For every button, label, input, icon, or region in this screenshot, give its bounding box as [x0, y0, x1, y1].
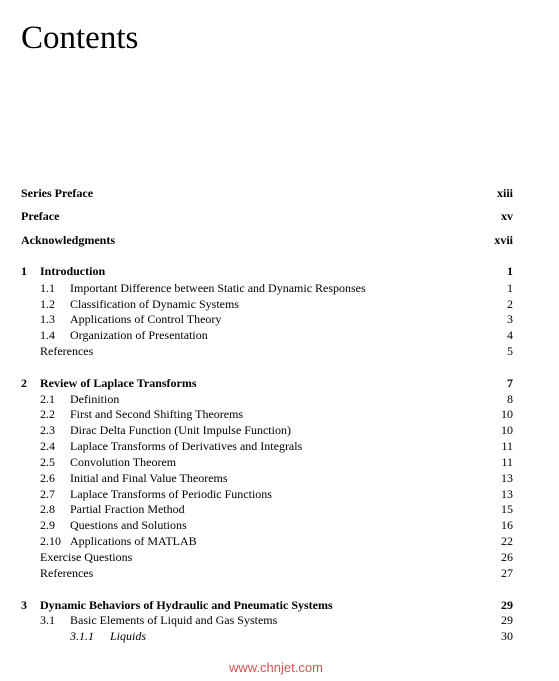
section-number: 1.4 [40, 328, 55, 342]
section-label: First and Second Shifting Theorems [70, 407, 244, 421]
section-number: 2.9 [40, 518, 55, 532]
toc-page: 1 [507, 264, 513, 278]
toc-page: 30 [501, 629, 513, 643]
chapter-title: Dynamic Behaviors of Hydraulic and Pneumatic Systems [40, 598, 333, 612]
section-label: Laplace Transforms of Derivatives and Integrals [70, 439, 303, 453]
toc-page: 16 [501, 518, 513, 532]
toc-entry-2-4[interactable] [0, 438, 559, 454]
section-label: References [40, 566, 94, 580]
toc-page: 13 [501, 471, 513, 485]
section-number: 2.2 [40, 407, 55, 421]
section-label: Definition [70, 392, 120, 406]
toc-page: xv [501, 209, 513, 223]
section-number: 3.1 [40, 613, 55, 627]
toc-label: Series Preface [21, 186, 94, 200]
toc-entry-2-10[interactable] [0, 533, 559, 549]
section-number: 2.1 [40, 392, 55, 406]
toc-entry-1-1[interactable] [0, 280, 559, 296]
toc-entry-2-6[interactable] [0, 470, 559, 486]
section-label: Questions and Solutions [70, 518, 187, 532]
section-label: Laplace Transforms of Periodic Functions [70, 487, 272, 501]
toc-entry-2-7[interactable] [0, 486, 559, 502]
section-number: 2.8 [40, 502, 55, 516]
section-number: 1.2 [40, 297, 55, 311]
section-label: References [40, 344, 94, 358]
toc-page: 27 [501, 566, 513, 580]
section-number: 2.5 [40, 455, 55, 469]
toc-page: 13 [501, 487, 513, 501]
toc-page: 5 [507, 344, 513, 358]
toc-entry-1-references[interactable] [0, 343, 559, 359]
toc-entry-2-exercise-questions[interactable] [0, 549, 559, 565]
toc-entry-3-1[interactable] [0, 612, 559, 628]
section-number: 2.3 [40, 423, 55, 437]
section-label: Partial Fraction Method [70, 502, 185, 516]
toc-entry-3-1-1[interactable] [0, 628, 559, 644]
chapter-number: 3 [21, 598, 27, 612]
toc-entry-2-1[interactable] [0, 391, 559, 407]
section-label: Exercise Questions [40, 550, 133, 564]
toc-page: 8 [507, 392, 513, 406]
toc-front-acknowledgments[interactable] [0, 232, 559, 248]
toc-entry-1-4[interactable] [0, 327, 559, 343]
section-label: Classification of Dynamic Systems [70, 297, 239, 311]
toc-page: xvii [494, 233, 513, 247]
toc-page: 29 [501, 613, 513, 627]
toc-page: 2 [507, 297, 513, 311]
toc-front-series-preface[interactable] [0, 185, 559, 201]
toc-page: 4 [507, 328, 513, 342]
section-label: Organization of Presentation [70, 328, 208, 342]
section-label: Applications of Control Theory [70, 312, 222, 326]
toc-page: 11 [501, 455, 513, 469]
toc-entry-2-5[interactable] [0, 454, 559, 470]
toc-entry-2-2[interactable] [0, 406, 559, 422]
section-number: 1.1 [40, 281, 55, 295]
toc-page: 15 [501, 502, 513, 516]
section-label: Important Difference between Static and Dynamic Responses [70, 281, 366, 295]
chapter-title: Introduction [40, 264, 106, 278]
toc-page: 10 [501, 407, 513, 421]
toc-entry-1-3[interactable] [0, 311, 559, 327]
toc-label: Acknowledgments [21, 233, 116, 247]
section-label: Dirac Delta Function (Unit Impulse Function) [70, 423, 291, 437]
toc-label: Preface [21, 209, 60, 223]
section-label: Convolution Theorem [70, 455, 177, 469]
section-number: 2.6 [40, 471, 55, 485]
toc-page: 11 [501, 439, 513, 453]
section-label: Basic Elements of Liquid and Gas Systems [70, 613, 278, 627]
toc-page: 22 [501, 534, 513, 548]
toc-chapter-3[interactable] [0, 597, 559, 613]
toc-entry-2-references[interactable] [0, 565, 559, 581]
chapter-title: Review of Laplace Transforms [40, 376, 197, 390]
toc-front-preface[interactable] [0, 208, 559, 224]
toc-entry-2-3[interactable] [0, 422, 559, 438]
toc-page: 10 [501, 423, 513, 437]
toc-page: 1 [507, 281, 513, 295]
section-number: 1.3 [40, 312, 55, 326]
section-number: 2.10 [40, 534, 61, 548]
toc-chapter-1[interactable] [0, 263, 559, 279]
subsection-number: 3.1.1 [70, 629, 94, 643]
chapter-number: 1 [21, 264, 27, 278]
watermark: www.chnjet.com [229, 660, 323, 675]
toc-chapter-2[interactable] [0, 375, 559, 391]
page-title: Contents [21, 20, 139, 56]
section-number: 2.4 [40, 439, 55, 453]
toc-page: xiii [496, 186, 513, 200]
subsection-label: Liquids [110, 629, 147, 643]
toc-entry-2-9[interactable] [0, 517, 559, 533]
toc-entry-2-8[interactable] [0, 501, 559, 517]
chapter-number: 2 [21, 376, 27, 390]
toc-page: 7 [507, 376, 513, 390]
section-label: Applications of MATLAB [70, 534, 197, 548]
toc-entry-1-2[interactable] [0, 296, 559, 312]
section-label: Initial and Final Value Theorems [70, 471, 228, 485]
toc-page: 3 [507, 312, 513, 326]
toc-page: 26 [501, 550, 513, 564]
section-number: 2.7 [40, 487, 55, 501]
toc-page: 29 [501, 598, 513, 612]
